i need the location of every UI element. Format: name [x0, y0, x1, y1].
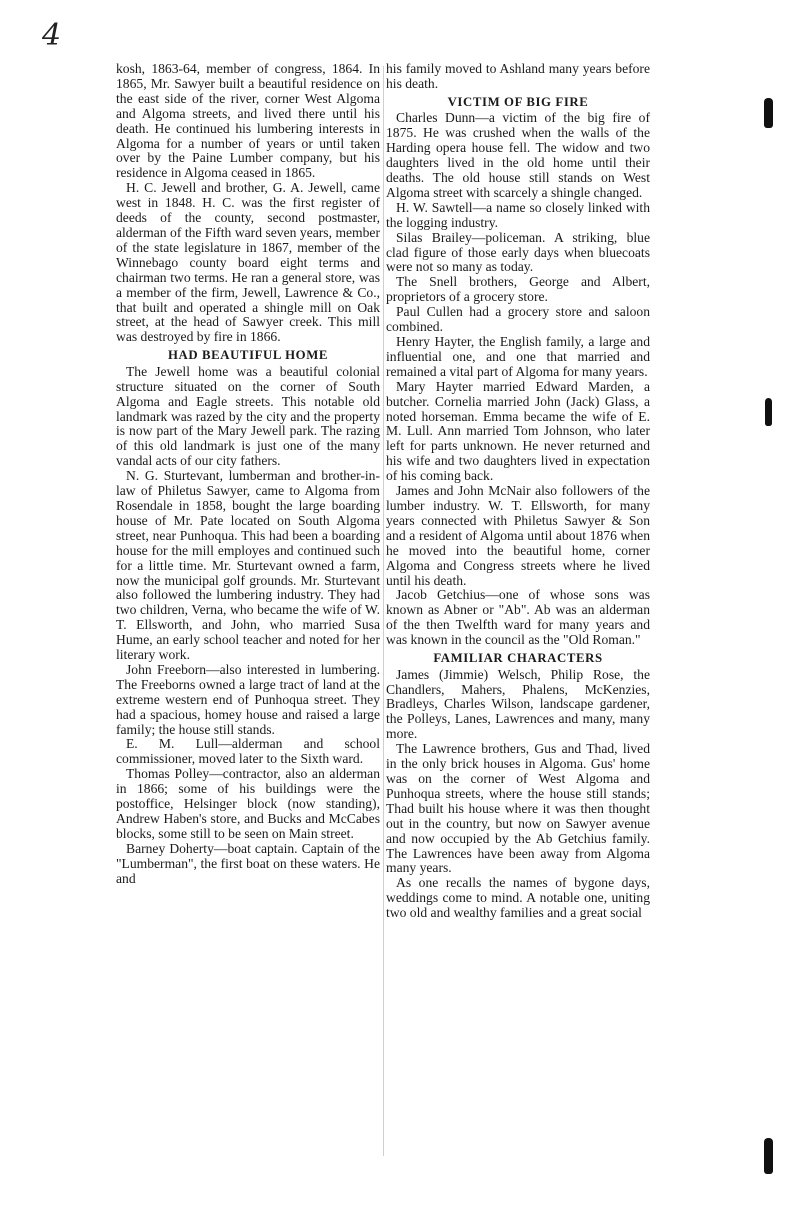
article-paragraph: The Lawrence brothers, Gus and Thad, lived in the only brick houses in Algoma. Gus' home was on the corner of West Algoma and Punhoqua streets, where the house still stands; Thad built his house where it was then thought out in the country, but now on Sawyer avenue and now occupied by the Ab Getchius family. The Lawrences have been away from Algoma many years. — [386, 741, 650, 876]
article-paragraph: E. M. Lull—alderman and school commissioner, moved later to the Sixth ward. — [116, 736, 380, 767]
binder-hole-mark — [764, 1138, 773, 1174]
column-divider — [383, 66, 384, 1156]
article-paragraph: Mary Hayter married Edward Marden, a butcher. Cornelia married John (Jack) Glass, a noted horseman. Emma became the wife of E. M. Lull. Ann married Tom Johnson, who later left for parts unknown. He never returned and his wife and two daughters lived in expectation of his coming back. — [386, 378, 650, 484]
section-heading: HAD BEAUTIFUL HOME — [167, 348, 329, 363]
article-paragraph: Henry Hayter, the English family, a large and influential one, and one that married and remained a vital part of Algoma for many years. — [386, 334, 650, 379]
article-paragraph: Barney Doherty—boat captain. Captain of the "Lumberman", the first boat on these waters. He and — [116, 840, 380, 886]
article-paragraph: Thomas Polley—contractor, also an alderman in 1866; some of his buildings were the postoffice, Helsinger block (now standing), Andrew Haben's store, and Bucks and McCabes blocks, some still to be seen on Main street. — [116, 766, 380, 841]
left-column — [116, 62, 380, 887]
article-paragraph: H. W. Sawtell—a name so closely linked with the logging industry. — [386, 199, 650, 230]
article-paragraph: kosh, 1863-64, member of congress, 1864. In 1865, Mr. Sawyer built a beautiful residence on the east side of the river, corner West Algoma and Algoma streets, and lived there until his death. He continued his lumbering interests in Algoma for a number of years or until taken over by the Paine Lumber company, but his residence in Algoma ceased in 1865. — [116, 61, 380, 181]
section-heading: VICTIM OF BIG FIRE — [447, 94, 589, 109]
article-paragraph: As one recalls the names of bygone days, weddings come to mind. A notable one, uniting two old and wealthy families and a great social — [386, 875, 650, 921]
article-paragraph: H. C. Jewell and brother, G. A. Jewell, came west in 1848. H. C. was the first register of deeds of the county, second postmaster, alderman of the Fifth ward seven years, member of the state legislature in 1867, member of the Winnebago county board eight terms and chairman two terms. He ran a general store, was a member of the firm, Jewell, Lawrence & Co., that built and operated a shingle mill on Oak street, at the head of Sawyer creek. This mill was destroyed by fire in 1866. — [116, 180, 380, 345]
article-paragraph: The Jewell home was a beautiful colonial structure situated on the corner of South Algoma and Eagle streets. This notable old landmark was razed by the city and the property is now part of the Mary Jewell park. The razing of this old landmark is just one of the many vandal acts of our city fathers. — [116, 363, 380, 469]
right-column — [386, 62, 650, 921]
page-number: 4 — [42, 18, 62, 53]
binder-hole-mark — [764, 98, 773, 128]
article-paragraph: John Freeborn—also interested in lumbering. The Freeborns owned a large tract of land at the extreme western end of Punhoqua street. They had a spacious, homey house and raised a large family; the house still stands. — [116, 661, 380, 737]
article-paragraph: James (Jimmie) Welsch, Philip Rose, the Chandlers, Mahers, Phalens, McKenzies, Bradleys, Charles Wilson, landscape gardener, the Polleys, Lanes, Lawrences and many, many more. — [386, 666, 650, 742]
article-paragraph: Paul Cullen had a grocery store and saloon combined. — [386, 304, 650, 335]
binder-hole-mark — [765, 398, 772, 426]
article-paragraph: James and John McNair also followers of the lumber industry. W. T. Ellsworth, for many years connected with Philetus Sawyer & Son and a resident of Algoma until about 1876 when he moved into the beautiful home, corner Algoma and Congress streets where he lived until his death. — [386, 483, 650, 588]
article-paragraph: Silas Brailey—policeman. A striking, blue clad figure of those early days when bluecoats were not so many as today. — [386, 229, 650, 275]
article-paragraph: his family moved to Ashland many years before his death. — [386, 61, 650, 91]
article-paragraph: The Snell brothers, George and Albert, proprietors of a grocery store. — [386, 274, 650, 305]
article-paragraph: Charles Dunn—a victim of the big fire of 1875. He was crushed when the walls of the Harding opera house fell. The widow and two daughters lived in the old home until their deaths. The old house still stands on West Algoma street with scarcely a shingle changed. — [386, 110, 650, 200]
article-paragraph: Jacob Getchius—one of whose sons was known as Abner or "Ab". Ab was an alderman of the then Twelfth ward for many years and was known in the council as the "Old Roman." — [386, 587, 650, 648]
section-heading: FAMILIAR CHARACTERS — [433, 651, 603, 666]
article-paragraph: N. G. Sturtevant, lumberman and brother-in-law of Philetus Sawyer, came to Algoma from Rosendale in 1858, bought the large boarding house of Mr. Pate located on South Algoma street, near Punhoqua. This had been a boarding house for the mill employes and continued such for a little time. Mr. Sturtevant owned a farm, now the municipal golf grounds. Mr. Sturtevant also followed the lumbering industry. They had two children, Verna, who became the wife of W. T. Ellsworth, and John, who married Susa Hume, an early school teacher and noted for her literary work. — [116, 468, 380, 663]
